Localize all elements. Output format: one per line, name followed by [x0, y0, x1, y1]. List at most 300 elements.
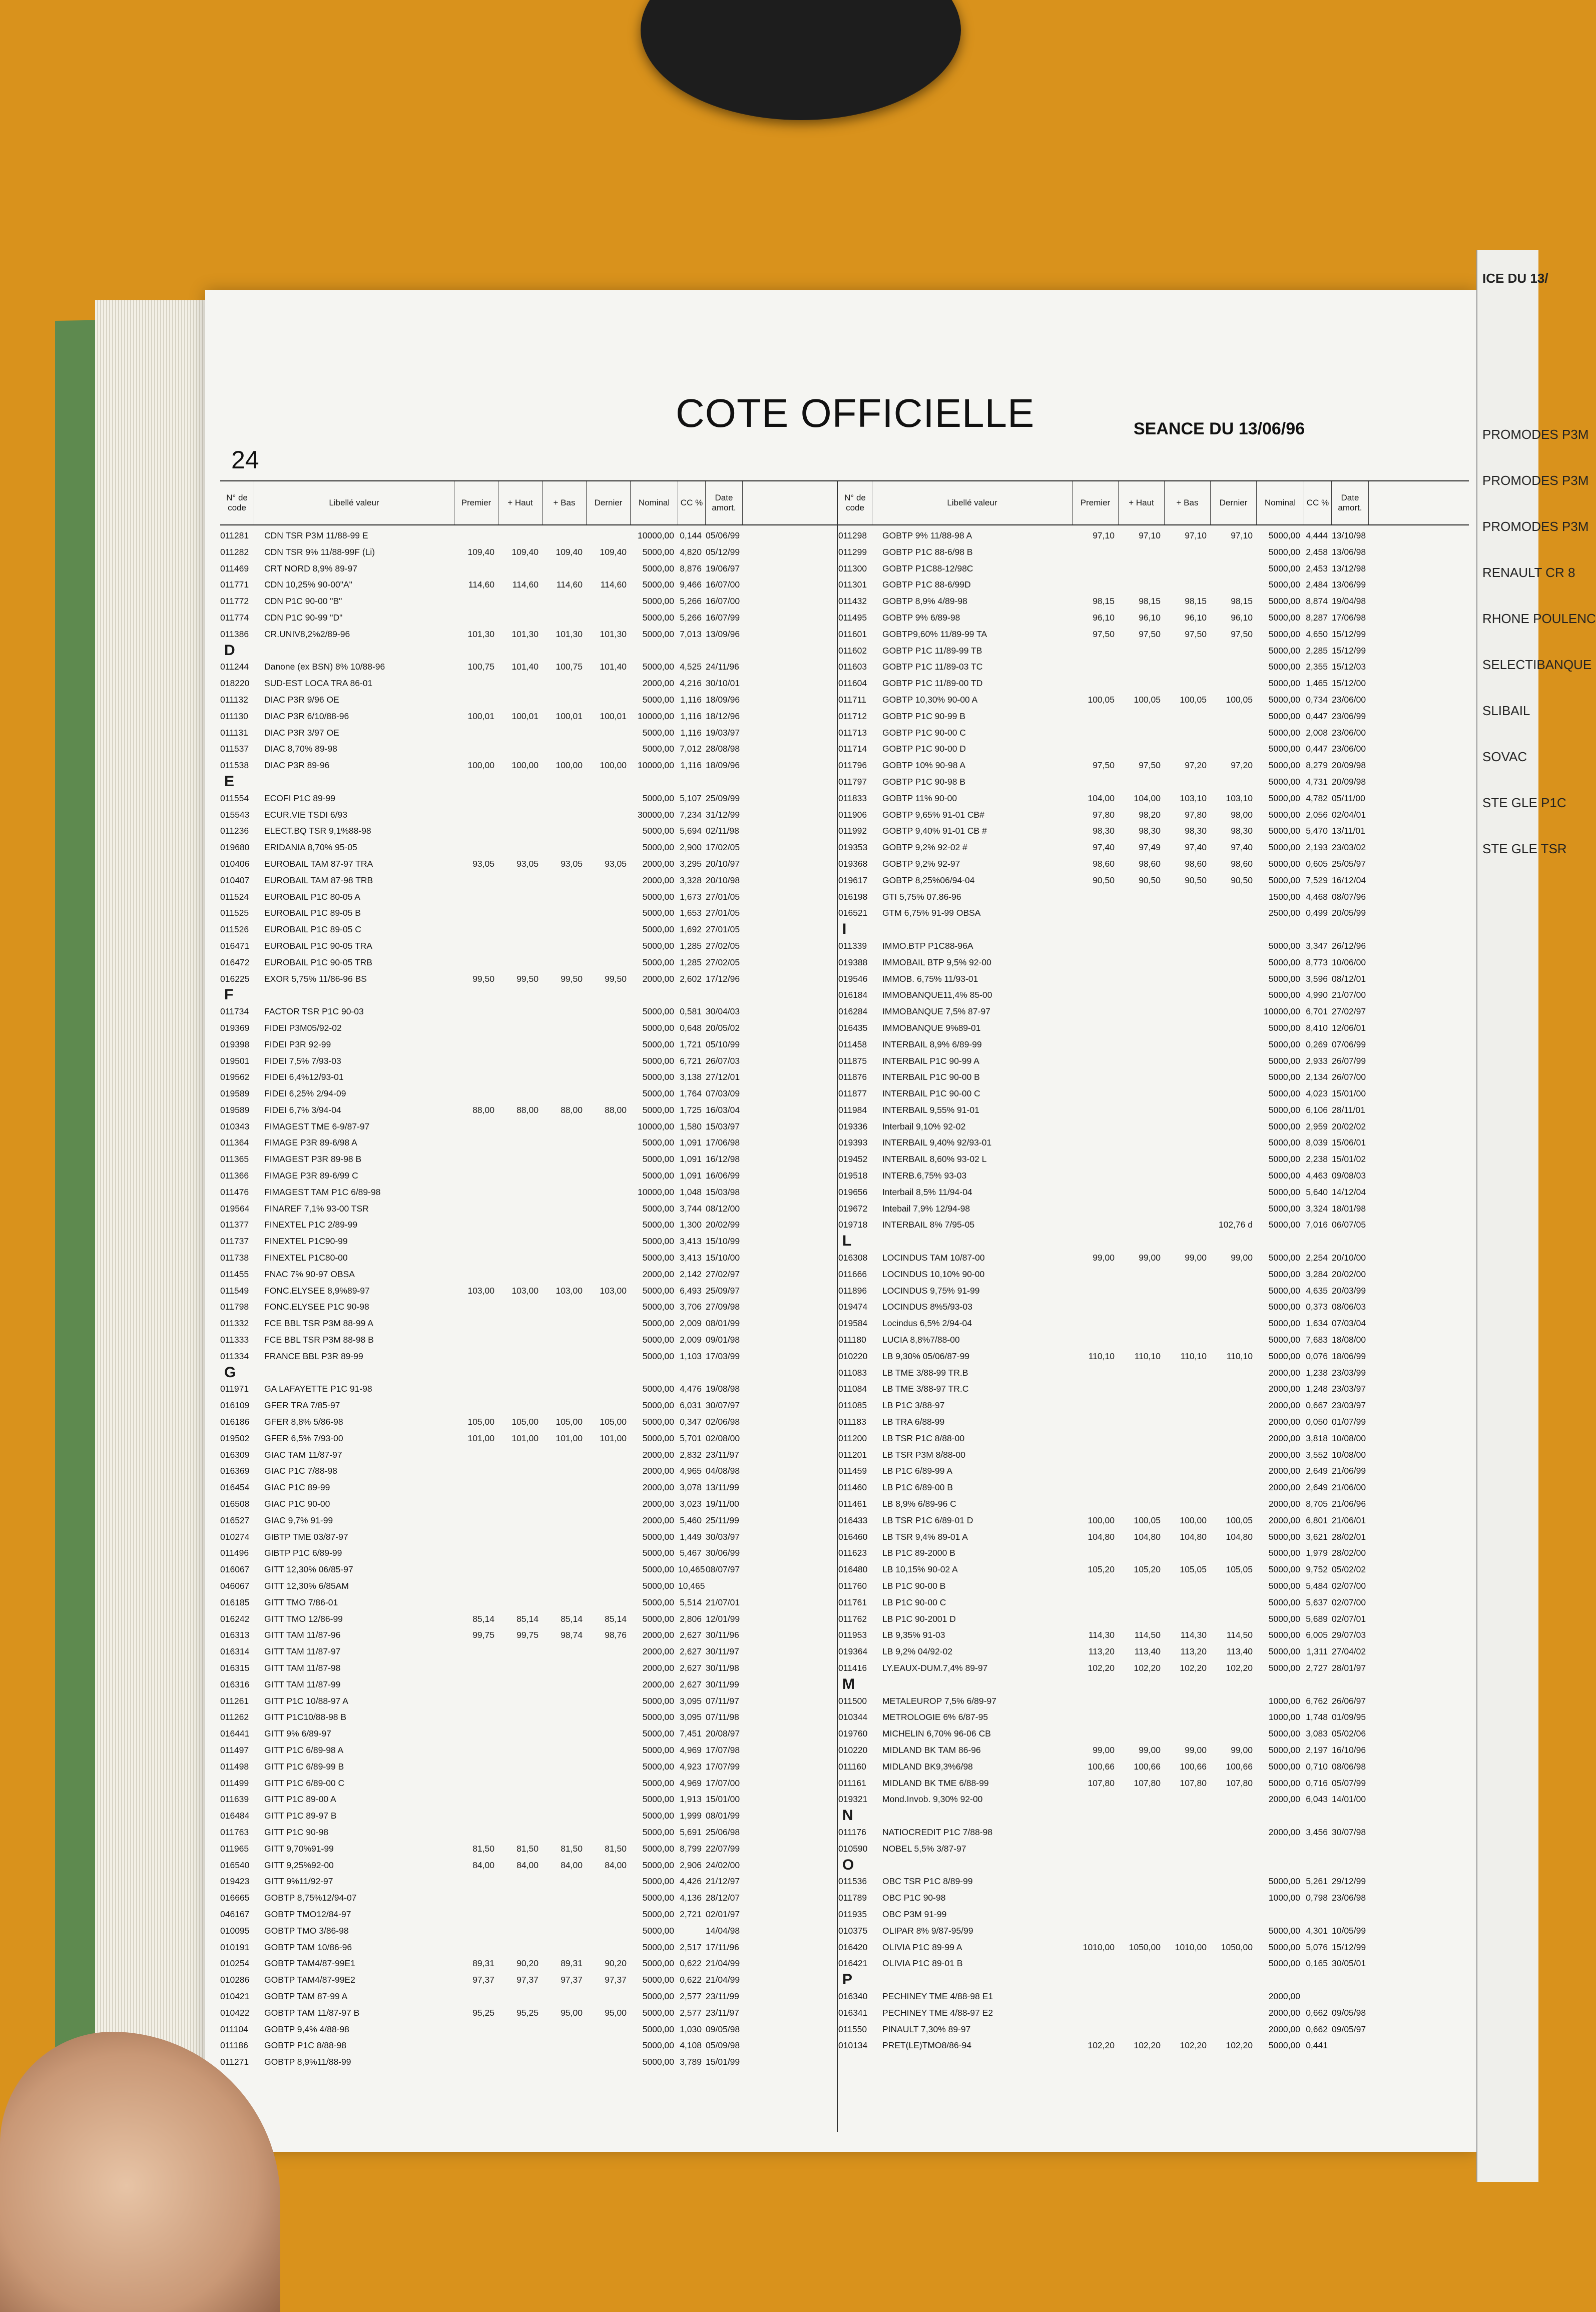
header-bas: + Bas [543, 481, 587, 524]
cell-date: 20/05/02 [706, 1022, 740, 1033]
cell-cc: 1,311 [1306, 1646, 1328, 1657]
cell-code: 019760 [838, 1728, 868, 1739]
cell-premier [1073, 987, 1119, 1003]
table-row [838, 1742, 1469, 1759]
cell-code: 016420 [838, 1942, 868, 1952]
cell-bas: 98,60 [1185, 858, 1207, 869]
cell-cc: 6,801 [1306, 1515, 1328, 1525]
cell-date: 05/10/99 [706, 1039, 740, 1049]
cell-nominal: 5000,00 [1268, 1351, 1300, 1361]
cell-bas [543, 2021, 587, 2038]
cell-haut: 107,80 [1134, 1778, 1161, 1788]
cell-cc: 6,721 [680, 1055, 702, 1066]
cell-dernier [587, 1906, 631, 1923]
cell-date: 15/01/00 [1332, 1088, 1366, 1099]
cell-cc: 6,106 [1306, 1104, 1328, 1115]
cell-code: 016521 [838, 908, 868, 918]
table-row [838, 659, 1469, 675]
table-row [838, 790, 1469, 807]
cell-date: 09/01/98 [706, 1335, 740, 1345]
cell-premier [454, 1168, 498, 1184]
cell-premier [454, 725, 498, 741]
cell-libelle: LOCINDUS 10,10% 90-00 [882, 1269, 985, 1279]
cell-dernier [587, 610, 631, 626]
cell-nominal: 5000,00 [642, 1072, 674, 1082]
cell-nominal: 5000,00 [642, 1022, 674, 1033]
cell-premier [1073, 1611, 1119, 1627]
cell-bas [543, 1660, 587, 1676]
cell-bas: 98,74 [561, 1630, 583, 1640]
cell-cc: 1,634 [1306, 1318, 1328, 1329]
cell-dernier [587, 692, 631, 708]
cell-bas [543, 1578, 587, 1594]
cell-haut [1119, 1381, 1165, 1397]
cell-nominal: 5000,00 [1268, 1531, 1300, 1542]
cell-cc: 7,013 [680, 629, 702, 639]
cell-haut [498, 1217, 543, 1233]
cell-code: 011469 [220, 563, 249, 573]
cell-premier [1073, 1693, 1119, 1709]
cell-code: 019656 [838, 1187, 868, 1197]
cell-code: 011334 [220, 1351, 249, 1361]
cell-haut [1119, 971, 1165, 987]
cell-premier [1073, 1118, 1119, 1135]
table-row [220, 1725, 841, 1742]
cell-bas [1165, 1283, 1211, 1299]
cell-haut [1119, 544, 1165, 560]
cell-cc: 3,095 [680, 1712, 702, 1722]
cell-date: 16/12/04 [1332, 875, 1366, 885]
cell-dernier: 100,66 [1226, 1761, 1253, 1772]
cell-code: 011180 [838, 1335, 866, 1345]
cell-premier [1073, 1447, 1119, 1463]
table-row [220, 1808, 841, 1824]
cell-bas: 98,30 [1185, 826, 1207, 836]
cell-cc: 0,447 [1306, 744, 1328, 754]
cell-dernier [587, 889, 631, 905]
table-row [838, 987, 1469, 1003]
header-cc: CC % [1304, 481, 1332, 524]
cell-dernier: 84,00 [605, 1860, 627, 1870]
cell-date: 20/02/00 [1332, 1269, 1366, 1279]
cell-nominal: 5000,00 [1268, 1958, 1300, 1969]
cell-libelle: GOBTP 9% 6/89-98 [882, 612, 960, 623]
cell-premier [1073, 889, 1119, 905]
cell-cc: 2,721 [680, 1909, 702, 1919]
cell-libelle: FINAREF 7,1% 93-00 TSR [264, 1203, 369, 1214]
table-row [838, 593, 1469, 610]
cell-code: 011458 [838, 1039, 867, 1049]
cell-nominal: 5000,00 [1268, 1335, 1300, 1345]
table-row [220, 1857, 841, 1874]
cell-bas [543, 1036, 587, 1053]
cell-bas [543, 1053, 587, 1069]
cell-haut [498, 1725, 543, 1742]
cell-bas [543, 1512, 587, 1529]
cell-code: 019617 [838, 875, 868, 885]
cell-code: 011498 [220, 1761, 249, 1772]
cell-libelle: FONC.ELYSEE 8,9%89-97 [264, 1285, 370, 1296]
cell-cc: 2,806 [680, 1613, 702, 1624]
cell-haut [498, 1463, 543, 1479]
cell-bas [1165, 1201, 1211, 1217]
cell-nominal: 5000,00 [642, 1728, 674, 1739]
cell-premier: 100,05 [1088, 694, 1115, 705]
cell-premier [454, 889, 498, 905]
cell-nominal: 2000,00 [642, 1482, 674, 1493]
cell-nominal: 5000,00 [642, 1893, 674, 1903]
cell-date: 15/12/03 [1332, 662, 1366, 672]
cell-date: 28/02/00 [1332, 1548, 1366, 1558]
cell-date: 08/06/03 [1332, 1302, 1366, 1312]
cell-cc: 4,990 [1306, 990, 1328, 1000]
cell-date: 23/06/99 [1332, 711, 1366, 721]
table-row [838, 1365, 1469, 1381]
cell-bas [543, 527, 587, 544]
cell-nominal: 2500,00 [1268, 908, 1300, 918]
cell-haut [498, 1578, 543, 1594]
cell-dernier [587, 527, 631, 544]
cell-date: 15/12/00 [1332, 678, 1366, 689]
cell-premier: 105,20 [1088, 1564, 1115, 1575]
cell-nominal: 5000,00 [642, 1564, 674, 1575]
cell-date: 10/06/00 [1332, 957, 1366, 967]
cell-libelle: LB TSR 9,4% 89-01 A [882, 1531, 968, 1542]
cell-libelle: GITT P1C 6/89-99 B [264, 1761, 344, 1772]
cell-libelle: CDN TSR 9% 11/88-99F (Li) [264, 546, 375, 557]
cell-cc: 0,447 [1306, 711, 1328, 721]
table-row [220, 1627, 841, 1643]
cell-cc: 3,744 [680, 1203, 702, 1214]
cell-bas [543, 1643, 587, 1660]
cell-libelle: EUROBAIL P1C 90-05 TRA [264, 940, 372, 951]
cell-premier [454, 1988, 498, 2005]
cell-nominal: 5000,00 [642, 1171, 674, 1181]
cell-bas [1165, 1479, 1211, 1496]
cell-dernier [1211, 1923, 1257, 1939]
cell-libelle: FCE BBL TSR P3M 88-99 A [264, 1318, 373, 1329]
cell-bas [1165, 1332, 1211, 1348]
cell-code: 019564 [220, 1203, 250, 1214]
cell-date: 02/08/00 [706, 1433, 740, 1443]
cell-premier [1073, 1906, 1119, 1923]
cell-date: 28/12/07 [706, 1893, 740, 1903]
cell-nominal: 5000,00 [1268, 990, 1300, 1000]
cell-bas [1165, 1085, 1211, 1102]
cell-code: 010344 [838, 1712, 868, 1722]
cell-libelle: INTERBAIL 9,55% 91-01 [882, 1104, 979, 1115]
cell-nominal: 5000,00 [642, 1285, 674, 1296]
cell-nominal: 5000,00 [642, 1778, 674, 1788]
cell-haut [498, 1332, 543, 1348]
cell-date: 17/11/96 [706, 1942, 739, 1952]
cell-haut [498, 889, 543, 905]
cell-premier: 103,00 [467, 1285, 494, 1296]
cell-date: 20/08/97 [706, 1728, 740, 1739]
cell-libelle: MICHELIN 6,70% 96-06 CB [882, 1728, 991, 1739]
cell-premier [454, 1939, 498, 1956]
cell-libelle: LB TME 3/88-97 TR.C [882, 1384, 969, 1394]
cell-dernier [1211, 659, 1257, 675]
table-row [220, 1594, 841, 1611]
cell-haut: 100,66 [1134, 1761, 1161, 1772]
cell-libelle: LB P1C 89-2000 B [882, 1548, 955, 1558]
cell-premier [1073, 971, 1119, 987]
cell-premier [1073, 1791, 1119, 1808]
table-row [220, 1118, 841, 1135]
cell-code: 011386 [220, 629, 249, 639]
cell-haut [498, 1201, 543, 1217]
next-page-snippet: PROMODES P3M [1482, 473, 1589, 488]
cell-premier: 105,00 [467, 1417, 494, 1427]
cell-date: 26/06/97 [1332, 1695, 1366, 1706]
cell-code: 016480 [838, 1564, 868, 1575]
cell-code: 011281 [220, 530, 249, 540]
cell-cc: 1,091 [680, 1154, 702, 1165]
table-row [838, 1578, 1469, 1594]
cell-premier [454, 1184, 498, 1201]
cell-date: 14/04/98 [706, 1925, 740, 1936]
table-row [838, 576, 1469, 593]
cell-cc: 1,285 [680, 940, 702, 951]
next-page-snippets [1482, 270, 1596, 887]
cell-premier [454, 1036, 498, 1053]
cell-date: 16/10/96 [1332, 1745, 1366, 1755]
cell-cc: 3,552 [1306, 1449, 1328, 1460]
cell-bas [1165, 1725, 1211, 1742]
cell-dernier [587, 823, 631, 839]
table-row [838, 560, 1469, 577]
cell-nominal: 5000,00 [642, 580, 674, 590]
cell-haut: 95,25 [516, 2007, 539, 2018]
cell-code: 011365 [220, 1154, 249, 1165]
cell-date: 20/02/99 [706, 1220, 740, 1230]
cell-haut: 96,10 [1139, 612, 1161, 623]
table-row [220, 2037, 841, 2054]
cell-date: 21/04/99 [706, 1975, 740, 1985]
cell-premier: 100,01 [467, 711, 494, 721]
cell-dernier [1211, 1578, 1257, 1594]
cell-bas [543, 1873, 587, 1890]
cell-libelle: GIAC 9,7% 91-99 [264, 1515, 333, 1525]
cell-haut [1119, 1479, 1165, 1496]
next-page-edge [1476, 250, 1596, 2182]
cell-premier [1073, 1151, 1119, 1168]
cell-nominal: 2000,00 [1268, 1384, 1300, 1394]
cell-libelle: FIDEI 6,4%12/93-01 [264, 1072, 344, 1082]
cell-libelle: GITT TMO 7/86-01 [264, 1597, 338, 1607]
table-row [838, 1315, 1469, 1332]
cell-cc: 8,705 [1306, 1499, 1328, 1509]
cell-dernier [587, 1233, 631, 1250]
cell-date: 07/06/99 [1332, 1039, 1366, 1049]
cell-bas: 99,50 [561, 973, 583, 984]
cell-libelle: GOBTP TAM 87-99 A [264, 1991, 348, 2001]
cell-premier [1073, 1824, 1119, 1841]
cell-cc: 3,295 [680, 858, 702, 869]
cell-date: 23/06/98 [1332, 1893, 1366, 1903]
cell-premier [1073, 2005, 1119, 2021]
cell-cc: 5,470 [1306, 826, 1328, 836]
cell-haut [498, 1890, 543, 1906]
table-row [838, 1955, 1469, 1972]
cell-nominal: 5000,00 [642, 1531, 674, 1542]
cell-cc: 1,103 [680, 1351, 702, 1361]
cell-libelle: GOBTP TAM4/87-99E1 [264, 1958, 355, 1969]
cell-cc: 4,650 [1306, 629, 1328, 639]
cell-dernier: 98,30 [1231, 826, 1253, 836]
cell-bas [543, 1003, 587, 1020]
cell-bas [1165, 1709, 1211, 1725]
cell-premier [454, 1709, 498, 1725]
cell-nominal: 5000,00 [1268, 563, 1300, 573]
cell-haut [498, 1168, 543, 1184]
cell-haut [1119, 1283, 1165, 1299]
cell-cc: 2,197 [1306, 1745, 1328, 1755]
cell-date: 08/07/96 [1332, 891, 1366, 902]
cell-nominal: 5000,00 [1268, 957, 1300, 967]
cell-date: 22/07/99 [706, 1843, 740, 1854]
cell-dernier [1211, 560, 1257, 577]
cell-date: 25/09/97 [706, 1285, 740, 1296]
cell-cc: 1,449 [680, 1531, 702, 1542]
cell-nominal: 2000,00 [642, 858, 674, 869]
cell-cc: 3,413 [680, 1253, 702, 1263]
cell-haut [498, 823, 543, 839]
cell-dernier [1211, 938, 1257, 954]
cell-bas [543, 1201, 587, 1217]
cell-nominal: 5000,00 [642, 1942, 674, 1952]
cell-date: 23/11/99 [706, 1991, 739, 2001]
cell-haut: 99,00 [1139, 1745, 1161, 1755]
header-code: N° de code [220, 481, 254, 524]
cell-nominal: 5000,00 [642, 1104, 674, 1115]
cell-dernier [1211, 708, 1257, 725]
cell-haut [1119, 1053, 1165, 1069]
cell-libelle: IMMOB. 6,75% 11/93-01 [882, 973, 978, 984]
cell-cc: 1,116 [680, 727, 702, 738]
cell-cc [1304, 1906, 1332, 1923]
cell-dernier [1211, 1397, 1257, 1414]
cell-nominal: 5000,00 [642, 957, 674, 967]
cell-premier: 101,00 [467, 1433, 494, 1443]
cell-libelle: INTERBAIL 8,60% 93-02 L [882, 1154, 987, 1165]
cell-bas [1165, 1906, 1211, 1923]
cell-dernier [1211, 2021, 1257, 2038]
cell-premier [1073, 1085, 1119, 1102]
cell-libelle: GITT TAM 11/87-99 [264, 1679, 341, 1689]
cell-cc: 9,752 [1306, 1564, 1328, 1575]
cell-cc: 0,605 [1306, 858, 1328, 869]
cell-premier: 104,00 [1088, 793, 1115, 803]
table-row [838, 1529, 1469, 1545]
cell-code: 011602 [838, 645, 867, 656]
cell-libelle: LB P1C 6/89-00 B [882, 1482, 953, 1493]
cell-libelle: OBC P3M 91-99 [882, 1909, 947, 1919]
cell-cc: 2,627 [680, 1646, 702, 1657]
header-nominal: Nominal [631, 481, 678, 524]
cell-nominal: 5000,00 [642, 1384, 674, 1394]
cell-bas [1165, 2021, 1211, 2038]
cell-date: 12/06/01 [1332, 1022, 1366, 1033]
cell-date: 15/06/01 [1332, 1137, 1366, 1148]
cell-dernier [587, 1873, 631, 1890]
cell-cc: 2,517 [680, 1942, 702, 1952]
table-row [220, 1381, 841, 1397]
cell-haut: 98,60 [1139, 858, 1161, 869]
cell-date: 09/05/97 [1332, 2024, 1366, 2034]
cell-libelle: INTERBAIL 8% 7/95-05 [882, 1220, 975, 1230]
cell-premier [454, 1003, 498, 1020]
cell-bas [543, 1529, 587, 1545]
cell-libelle: DIAC P3R 6/10/88-96 [264, 711, 349, 721]
cell-code: 019423 [220, 1876, 250, 1887]
cell-haut: 109,40 [511, 546, 539, 557]
cell-code: 010134 [838, 2040, 868, 2051]
table-row [838, 1759, 1469, 1775]
cell-cc: 3,083 [1306, 1728, 1328, 1739]
cell-dernier [1211, 643, 1257, 659]
cell-libelle: DIAC P3R 9/96 OE [264, 694, 339, 705]
cell-cc: 3,456 [1306, 1827, 1328, 1837]
cell-libelle: GTI 5,75% 07.86-96 [882, 891, 961, 902]
cell-nominal: 2000,00 [1268, 1367, 1300, 1378]
cell-cc: 0,662 [1306, 2024, 1328, 2034]
cell-cc: 3,818 [1306, 1433, 1328, 1443]
cell-dernier: 100,00 [600, 760, 627, 771]
cell-cc: 1,116 [680, 760, 702, 771]
cell-code: 016441 [220, 1728, 250, 1739]
cell-code: 016308 [838, 1253, 868, 1263]
cell-premier [1073, 1397, 1119, 1414]
cell-bas [1165, 1266, 1211, 1283]
cell-date: 09/05/98 [706, 2024, 740, 2034]
cell-code: 011762 [838, 1613, 867, 1624]
cell-haut [1119, 938, 1165, 954]
table-row [838, 1151, 1469, 1168]
cell-code: 010375 [838, 1925, 868, 1936]
cell-nominal: 5000,00 [642, 662, 674, 672]
cell-haut [1119, 1988, 1165, 2005]
cell-code: 011085 [838, 1400, 867, 1411]
cell-premier [454, 1660, 498, 1676]
cell-bas [1165, 1594, 1211, 1611]
cell-nominal: 5000,00 [642, 1876, 674, 1887]
cell-date: 16/07/00 [706, 596, 740, 607]
cell-dernier [587, 1134, 631, 1151]
cell-libelle: LB P1C 3/88-97 [882, 1400, 945, 1411]
cell-premier: 100,66 [1088, 1761, 1115, 1772]
cell-cc: 6,493 [680, 1285, 702, 1296]
cell-premier [454, 921, 498, 938]
cell-dernier [587, 1381, 631, 1397]
cell-premier [1073, 544, 1119, 560]
cell-premier [1073, 1709, 1119, 1725]
cell-cc: 1,300 [680, 1220, 702, 1230]
cell-nominal: 5000,00 [1268, 1104, 1300, 1115]
table-row [838, 1003, 1469, 1020]
cell-code: 011896 [838, 1285, 867, 1296]
table-row [838, 856, 1469, 872]
cell-cc: 4,444 [1306, 530, 1328, 540]
cell-date: 08/07/97 [706, 1564, 740, 1575]
cell-code: 011666 [838, 1269, 867, 1279]
cell-dernier [1211, 1069, 1257, 1085]
cell-premier [1073, 643, 1119, 659]
cell-cc: 5,694 [680, 826, 702, 836]
cell-code: 011877 [838, 1088, 867, 1099]
cell-dernier [587, 1775, 631, 1792]
